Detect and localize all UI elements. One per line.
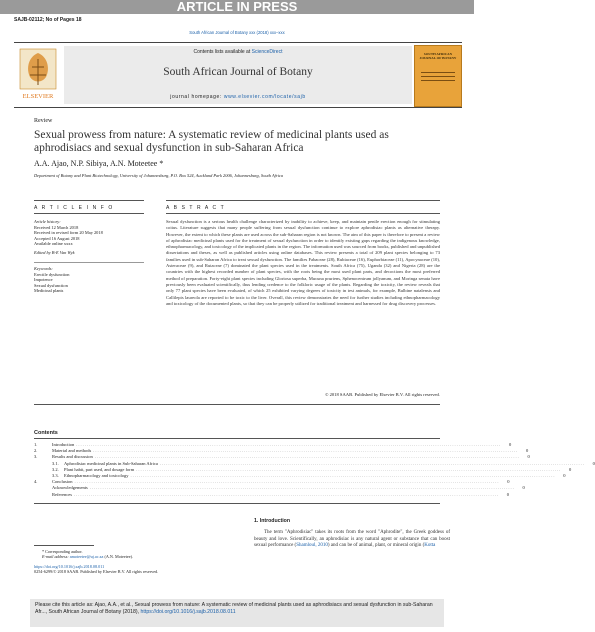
toc-entry-label[interactable]: Acknowledgements xyxy=(52,485,88,491)
author-affiliation: Department of Botany and Plant Biotechnology, University of Johannesburg, P.O. Box 524, Auckland Park 2006, Johannesburg, South Africa xyxy=(34,173,283,178)
info-head-rule xyxy=(34,213,144,214)
email-label: E-mail address: xyxy=(42,554,70,560)
toc-entry-label[interactable]: Results and discussion xyxy=(52,454,93,460)
sciencedirect-link[interactable]: ScienceDirect xyxy=(251,49,283,55)
toc-entry[interactable] xyxy=(34,491,509,498)
toc-entry-label[interactable]: Conclusion xyxy=(52,479,73,485)
keyword-item: Impotence xyxy=(34,277,53,283)
contents-prefix: Contents lists available at xyxy=(193,49,252,55)
author-list[interactable]: A.A. Ajao, N.P. Sibiya, A.N. Moteetee * xyxy=(34,159,164,168)
doi-link[interactable]: https://doi.org/10.1016/j.sajb.2018.08.011 xyxy=(34,563,105,569)
journal-header xyxy=(14,42,462,108)
toc-entry-label[interactable]: Plant habit, part used, and dosage form xyxy=(64,466,135,472)
corresponding-author-note: * Corresponding author. xyxy=(42,549,83,554)
cover-rule xyxy=(421,76,455,77)
toc-leader-dots: ........................................................................................................................................................................................................ xyxy=(74,491,499,497)
toc-entry-label[interactable]: Introduction xyxy=(52,442,75,447)
article-in-press-banner: ARTICLE IN PRESS xyxy=(0,0,474,14)
contents-bottom-rule xyxy=(34,503,440,504)
article-title: Sexual prowess from nature: A systematic review of medicinal plants used as aphrodisiacs and sexual dysfunction in sub-Saharan Africa xyxy=(34,129,389,154)
toc-entry-page: 0 xyxy=(509,442,512,447)
article-section-label: Review xyxy=(34,118,53,124)
cover-title: SOUTH AFRICAN JOURNAL OF BOTANY xyxy=(419,52,457,60)
journal-title: South African Journal of Botany xyxy=(163,66,313,78)
cover-rule xyxy=(421,80,455,81)
table-of-contents xyxy=(34,442,595,498)
journal-cover-thumbnail[interactable] xyxy=(414,45,462,107)
toc-entry-page: 0 xyxy=(507,479,510,485)
introduction-text xyxy=(254,530,450,550)
toc-entry-number: 3.1. xyxy=(52,460,59,466)
email-link[interactable]: amoteetee@uj.ac.za xyxy=(69,554,104,560)
history-label: Article history: xyxy=(34,219,61,224)
footnotes xyxy=(34,549,234,575)
toc-entry-label[interactable]: Aphrodisiac medicinal plants in Sub-Saharan Africa xyxy=(64,460,158,466)
info-mid-rule xyxy=(34,262,144,263)
toc-leader-dots: ........................................................................................................................................................................................................ xyxy=(136,466,562,472)
keyword-item: Sexual dysfunction xyxy=(34,282,68,288)
journal-citation-link[interactable]: South African Journal of Botany xxx (2018) xxx–xxx xyxy=(189,30,285,35)
abstract-heading: A B S T R A C T xyxy=(166,205,226,211)
toc-leader-dots: ........................................................................................................................................................................................................ xyxy=(94,454,520,460)
intro-text-b: ) and can be of animal, plant, or mineral origin ( xyxy=(327,543,425,549)
abstract-text: Sexual dysfunction is a serious health challenge characterized by inability to achieve, keep, and maintain penile erection enough for stimulating coitus. Literature suggests that many people suffering from sexual dysfunction continue to explore aphrodisiac plants as alternative therapy. However, the extent to which these plants are used across the sub-Saharan region is not known. The aim of this paper is therefore to present a review of aphrodisiac medicinal plants used for the treatment of sexual dysfunction in order to identify existing gaps regarding the indigenous knowledge, ethnopharmacology, and toxicology of the implicated plants in the region. The information used was sourced from books, published and unpublished dissertations and theses, as well as published articles using online databases. This review presents a total of 209 plant species belonging to 73 families used in sub-Saharan Africa to treat sexual dysfunction. The families Fabaceae (28), Rubiaceae (16), Euphorbiaceae (11), Apocynaceae (10), Asteraceae (9), and Rutaceae (7) dominated the plant species used in the treatments. South Africa (75), Uganda (32) and Nigeria (28) are the countries with the highest recorded number of plant species, with the roots being the most used plant parts, and decoctions the most preferred method of preparation. Forty-eight plant species including Gloriosa superba, Mucuna pruriens, Sphenocentrum jollyanum, and Moringa senata have previously been evaluated scientifically, thus lending credence to the folkloric usage of the plants. Regarding the toxicity, the review reveals that only 77 plant species have been evaluated, of which 25 exhibited varying degrees of toxicity in test animals, for example, Bulbine natalensis and Callilepis laureola are reported to be toxic to the liver. Overall, this review demonstrates the need for further studies including ethnopharmacology and toxicology of the documented plants, so that they can be properly utilized for traditional treatment and harnessed for drug discovery processes. xyxy=(166,219,440,306)
toc-entry-page: 0 xyxy=(527,454,530,460)
toc-entry-number: 3. xyxy=(34,454,38,460)
toc-entry-number: 3.3. xyxy=(52,472,59,478)
toc-entry-page: 0 xyxy=(563,472,566,478)
abstract-top-rule xyxy=(166,200,440,201)
citation-text: Please cite this article as: Ajao, A.A., et al., Sexual prowess from nature: A systematic review of medicinal plants used as aphrodisiacs and sexual dysfunction in sub-Saharan Afr..., South African Journal of Botany (2018), xyxy=(35,602,433,615)
elsevier-logo[interactable] xyxy=(16,47,60,103)
toc-leader-dots: ........................................................................................................................................................................................................ xyxy=(130,472,556,478)
elsevier-wordmark: ELSEVIER xyxy=(22,93,54,100)
toc-entry-page: 0 xyxy=(568,466,572,472)
toc-entry-number: 4. xyxy=(34,479,38,485)
rights-line: 0254-6299/© 2018 SAAB. Published by Elsevier B.V. All rights reserved. xyxy=(34,569,159,575)
email-suffix: (A.N. Moteetee). xyxy=(103,554,134,560)
toc-entry-page: 0 xyxy=(526,448,529,454)
cover-rule xyxy=(421,72,455,73)
abstract-head-rule xyxy=(166,213,440,214)
toc-leader-dots: ........................................................................................................................................................................................................ xyxy=(89,485,515,491)
article-info-heading: A R T I C L E I N F O xyxy=(34,205,114,211)
journal-homepage-link[interactable]: www.elsevier.com/locate/sajb xyxy=(223,94,306,100)
reference-link[interactable]: Shamloul, 2010 xyxy=(296,543,328,549)
email-line xyxy=(34,554,234,559)
citation-box xyxy=(30,599,444,627)
history-received: Received 12 March 2018 xyxy=(34,224,79,230)
toc-entry-label[interactable]: References xyxy=(52,491,72,497)
abstract-copyright: © 2018 SAAB. Published by Elsevier B.V. All rights reserved. xyxy=(324,392,440,397)
toc-entry-number: 3.2. xyxy=(52,466,59,472)
edited-by: Edited by B-E Van Wyk xyxy=(34,249,75,255)
toc-leader-dots: ........................................................................................................................................................................................................ xyxy=(76,442,502,447)
history-accepted: Accepted 16 August 2018 xyxy=(34,235,80,241)
info-top-rule xyxy=(34,200,144,201)
toc-entry-label[interactable]: Ethnopharmacology and toxicology xyxy=(64,472,129,478)
footnote-rule xyxy=(34,545,94,546)
toc-entry-page: 0 xyxy=(506,491,509,497)
abstract-bottom-rule xyxy=(34,404,440,405)
manuscript-id: SAJB-02112; No of Pages 18 xyxy=(14,17,82,23)
history-revised: Received in revised form 20 May 2018 xyxy=(34,230,103,236)
contents-rule xyxy=(34,438,440,439)
toc-entry-label[interactable]: Material and methods xyxy=(52,448,92,454)
journal-homepage-line xyxy=(64,94,412,100)
toc-entry-number: 1. xyxy=(34,442,38,447)
toc-entry-number: 2. xyxy=(34,448,38,454)
citation-doi-link[interactable]: https://doi.org/10.1016/j.sajb.2018.08.011 xyxy=(140,609,236,615)
toc-entry-page: 0 xyxy=(592,460,595,466)
reference-link[interactable]: Kotta xyxy=(424,543,436,549)
toc-leader-dots: ........................................................................................................................................................................................................ xyxy=(93,448,519,454)
history-online: Available online xxxx xyxy=(34,241,73,247)
contents-available-line xyxy=(64,49,412,55)
contents-heading: Contents xyxy=(34,430,58,436)
article-history xyxy=(34,219,144,256)
toc-entry-number xyxy=(34,492,52,498)
intro-text-a: The term "Aphrodisiac" takes its roots from the word "Aphrodite", the Greek goddess of beauty and love. Scientifically, an aphrodisiac is any natural agent or substance that can boost sexual performance ( xyxy=(254,530,450,549)
toc-leader-dots: ........................................................................................................................................................................................................ xyxy=(159,460,585,466)
toc-entry-page: 0 xyxy=(522,485,525,491)
toc-leader-dots: ........................................................................................................................................................................................................ xyxy=(74,479,500,485)
keyword-item: Erectile dysfunction xyxy=(34,271,70,277)
introduction-heading: 1. Introduction xyxy=(254,518,291,524)
homepage-prefix: journal homepage: xyxy=(170,94,224,100)
keyword-item: Medicinal plants xyxy=(34,288,64,294)
keywords-label: Keywords: xyxy=(34,266,53,271)
keywords-block xyxy=(34,266,144,294)
